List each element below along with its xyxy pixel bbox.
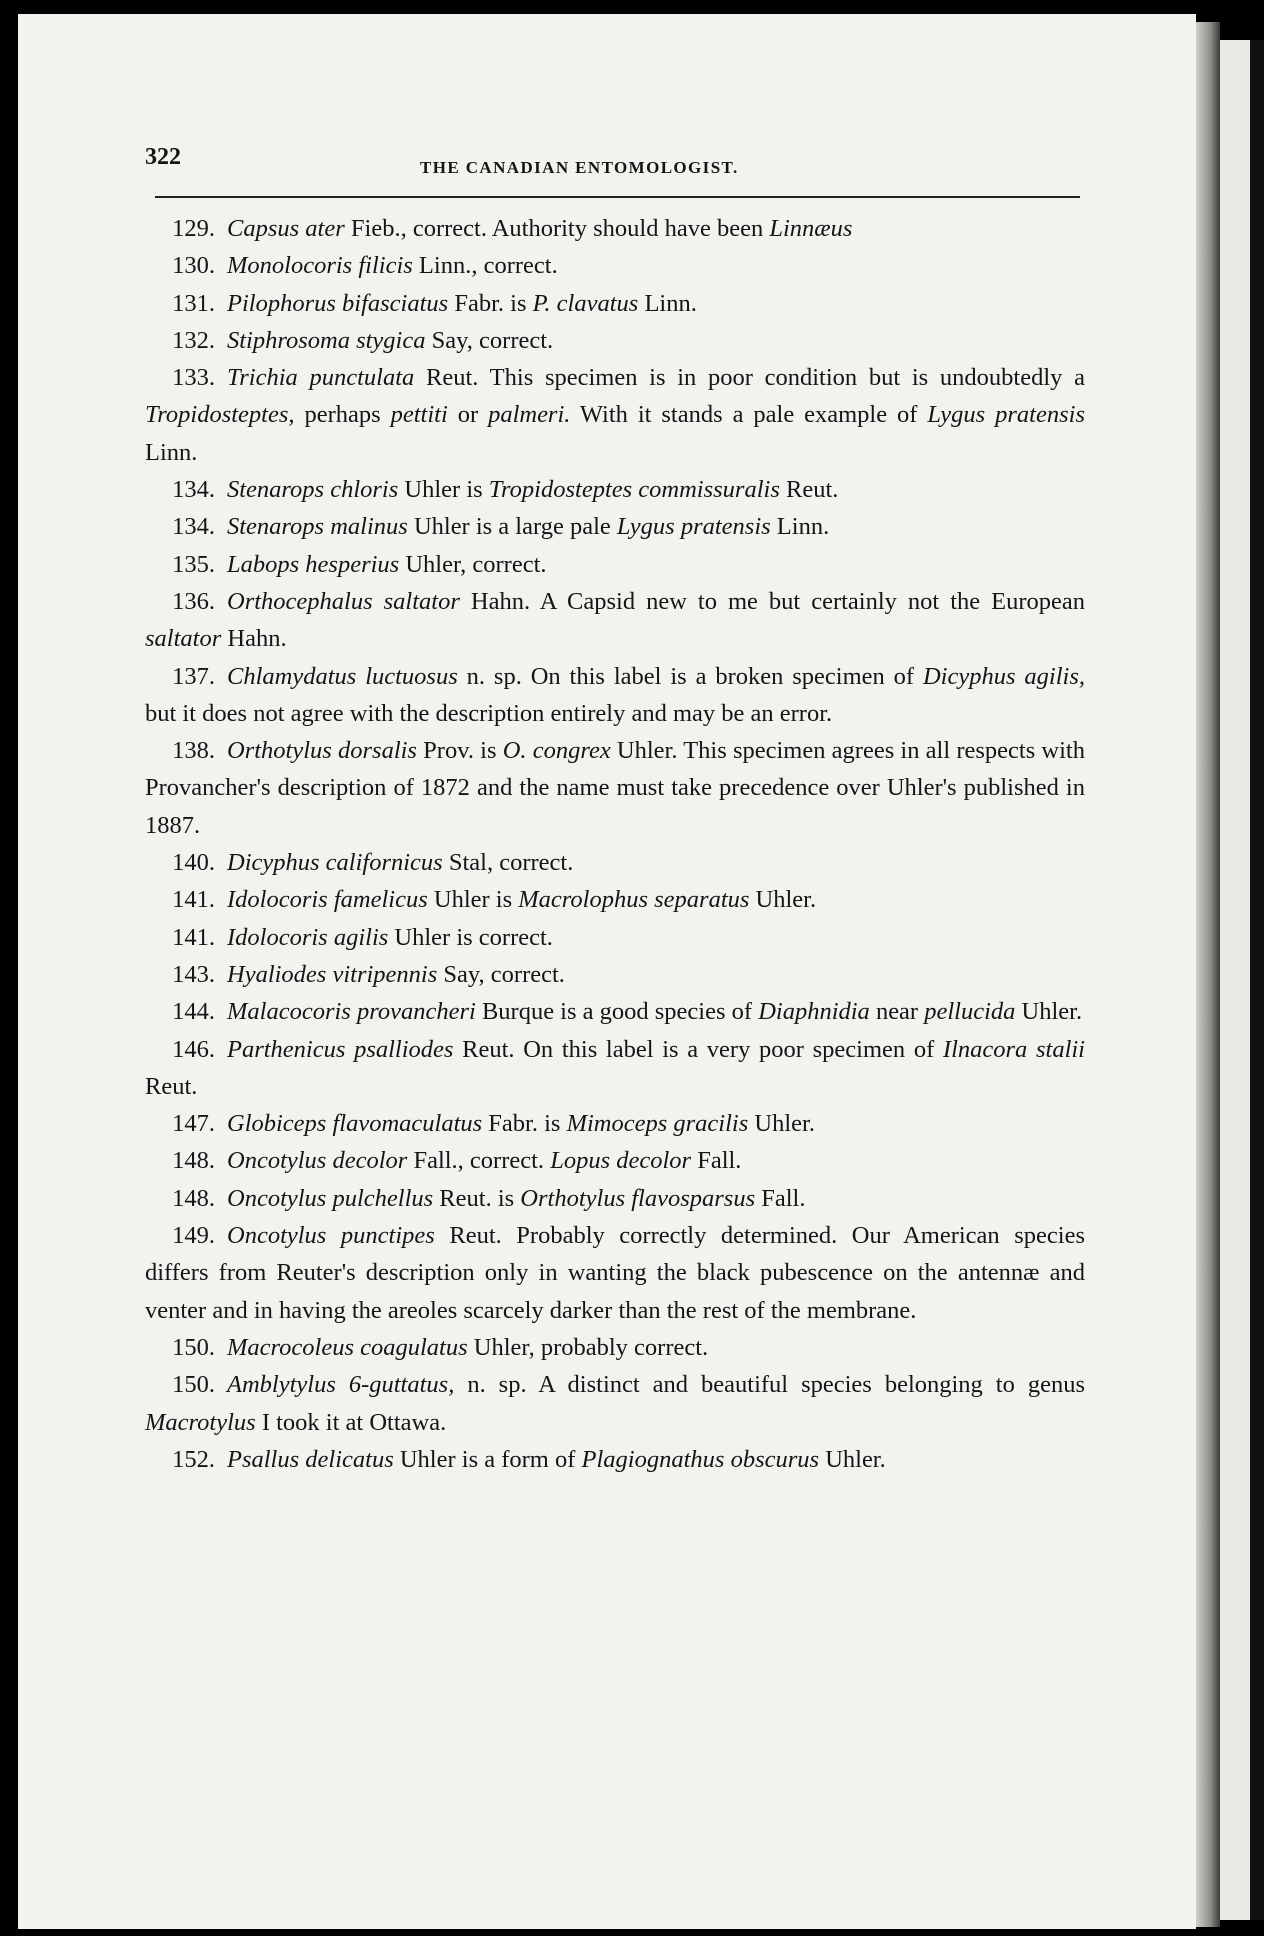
- entry-text: Linn.: [145, 438, 198, 466]
- entry-text: Hahn.: [221, 625, 287, 653]
- entry-number: 136.: [172, 587, 215, 615]
- entry-text: Say, correct.: [425, 326, 554, 354]
- entry-number: 130.: [172, 252, 215, 280]
- species-name: Plagiognathus obscurus: [581, 1445, 820, 1473]
- entry-number: 150.: [172, 1371, 215, 1399]
- entry-3: [145, 322, 1085, 359]
- entry-text: Uhler is: [427, 886, 519, 914]
- entry-text: Uhler, probably correct.: [467, 1333, 709, 1361]
- species-name: P. clavatus: [532, 289, 639, 317]
- header-rule: [155, 196, 1080, 198]
- entry-2: [145, 285, 1085, 322]
- entry-text: Reut.: [145, 1072, 198, 1100]
- species-name: Oncotylus decolor: [227, 1147, 408, 1175]
- entry-22: [145, 1366, 1085, 1441]
- entry-text: Uhler, correct.: [399, 550, 547, 578]
- species-name: Macrocoleus coagulatus: [227, 1333, 468, 1361]
- entry-text: Reut. is: [433, 1184, 521, 1212]
- entry-number: 144.: [172, 998, 215, 1026]
- entry-number: 131.: [172, 289, 215, 317]
- entry-number: 133.: [172, 364, 215, 392]
- entry-text: n. sp. On this label is a broken specimen of: [457, 662, 923, 690]
- entry-17: [145, 1105, 1085, 1142]
- entry-number: 141.: [172, 923, 215, 951]
- entry-15: [145, 993, 1085, 1030]
- species-name: Psallus delicatus: [227, 1445, 394, 1473]
- species-name: saltator: [145, 625, 222, 653]
- entry-text: but it does not agree with the description entirely and may be an error.: [145, 699, 833, 727]
- entry-6: [145, 508, 1085, 545]
- entry-number: 137.: [172, 662, 215, 690]
- page-header: [145, 130, 1085, 182]
- entry-text: Linn., correct.: [412, 252, 558, 280]
- species-name: palmeri.: [488, 401, 571, 429]
- species-name: Stenarops chloris: [227, 476, 399, 504]
- entry-4: [145, 359, 1085, 471]
- entry-text: Uhler.: [819, 1445, 886, 1473]
- entry-text: With it stands a pale example of: [570, 401, 928, 429]
- species-name: Malacocoris provancheri: [227, 998, 476, 1026]
- entry-12: [145, 881, 1085, 918]
- species-name: Oncotylus punctipes: [227, 1222, 435, 1250]
- entry-number: 152.: [172, 1445, 215, 1473]
- entry-text: Uhler is a form of: [393, 1445, 582, 1473]
- entry-text: Hahn. A Capsid new to me but certainly not the European: [459, 587, 1085, 615]
- entry-number: 134.: [172, 476, 215, 504]
- entry-text: Fabr. is: [482, 1110, 567, 1138]
- species-name: Capsus ater: [227, 215, 345, 242]
- entry-text: Uhler is: [398, 476, 489, 504]
- entry-text: n. sp. A distinct and beautiful species belonging to genus: [454, 1371, 1085, 1399]
- entry-10: [145, 732, 1085, 844]
- entry-text: near: [869, 998, 925, 1026]
- entry-text: Uhler. This specimen agrees in all respects with Provancher's description of 1872 and the name must take precedence over Uhler's published in 1887.: [145, 737, 1085, 839]
- page-gutter: [1196, 22, 1220, 1927]
- entry-text: Reut. On this label is a very poor specimen of: [453, 1035, 943, 1063]
- species-name: Mimoceps gracilis: [566, 1110, 749, 1138]
- species-name: Chlamydatus luctuosus: [227, 662, 458, 690]
- entry-8: [145, 583, 1085, 658]
- entry-text: Fall.: [755, 1184, 806, 1212]
- species-name: Dicyphus californicus: [227, 849, 443, 877]
- scan-border: [1250, 40, 1264, 1920]
- entry-text: Stal, correct.: [442, 849, 574, 877]
- species-name: Macrolophus separatus: [518, 886, 750, 914]
- species-name: Lopus decolor: [550, 1147, 692, 1175]
- entry-number: 148.: [172, 1184, 215, 1212]
- entry-20: [145, 1217, 1085, 1329]
- entry-number: 138.: [172, 737, 215, 765]
- species-name: Globiceps flavomaculatus: [227, 1110, 483, 1138]
- entry-21: [145, 1329, 1085, 1366]
- page-content: [145, 130, 1085, 1478]
- entry-text: Uhler is correct.: [388, 923, 553, 951]
- species-name: Labops hesperius: [227, 550, 400, 578]
- entry-text: I took it at Ottawa.: [255, 1408, 447, 1436]
- entry-19: [145, 1180, 1085, 1217]
- entry-number: 134.: [172, 513, 215, 541]
- entry-text: perhaps: [294, 401, 391, 429]
- species-name: Orthotylus dorsalis: [227, 737, 417, 765]
- entry-text: Linn.: [770, 513, 830, 541]
- species-name: Ilnacora stalii: [942, 1035, 1085, 1063]
- entry-text: Uhler is a large pale: [407, 513, 617, 541]
- entry-text: Prov. is: [416, 737, 503, 765]
- species-name: Oncotylus pulchellus: [227, 1184, 434, 1212]
- entry-list: [145, 210, 1085, 1478]
- species-name: O. congrex: [502, 737, 611, 765]
- entry-0: [145, 210, 1085, 247]
- entry-7: [145, 546, 1085, 583]
- entry-text: Burque is a good species of: [475, 998, 759, 1026]
- entry-number: 147.: [172, 1110, 215, 1138]
- entry-text: Reut. Probably correctly determined. Our American species differs from Reuter's description only in wanting the black pubescence on the antennæ and venter and in having the areoles scarcely darker than the rest of the membrane.: [145, 1222, 1085, 1324]
- entry-9: [145, 658, 1085, 733]
- species-name: Idolocoris famelicus: [227, 886, 428, 914]
- species-name: Orthotylus flavosparsus: [520, 1184, 756, 1212]
- entry-text: or: [447, 401, 489, 429]
- entry-number: 150.: [172, 1333, 215, 1361]
- entry-text: Reut.: [779, 476, 839, 504]
- species-name: Macrotylus: [145, 1408, 256, 1436]
- species-name: Dicyphus agilis,: [922, 662, 1085, 690]
- species-name: pettiti: [390, 401, 448, 429]
- entry-text: Uhler.: [1015, 998, 1083, 1026]
- species-name: Amblytylus 6-guttatus,: [227, 1371, 455, 1399]
- entry-11: [145, 844, 1085, 881]
- species-name: Lygus pratensis: [616, 513, 771, 541]
- entry-number: 146.: [172, 1035, 215, 1063]
- entry-23: [145, 1441, 1085, 1478]
- entry-16: [145, 1031, 1085, 1106]
- species-name: Idolocoris agilis: [227, 923, 389, 951]
- entry-number: 143.: [172, 960, 215, 988]
- entry-13: [145, 919, 1085, 956]
- entry-5: [145, 471, 1085, 508]
- entry-text: Say, correct.: [437, 960, 565, 988]
- entry-14: [145, 956, 1085, 993]
- facing-page-edge: [1220, 40, 1250, 1920]
- entry-text: Reut. This specimen is in poor condition but is undoubtedly a: [414, 364, 1085, 392]
- entry-text: Fall., correct.: [407, 1147, 551, 1175]
- species-name: Stenarops malinus: [227, 513, 408, 541]
- entry-text: Fieb., correct. Authority should have been: [344, 215, 770, 242]
- species-name: pellucida: [924, 998, 1016, 1026]
- species-name: Orthocephalus saltator: [227, 587, 460, 615]
- entry-text: Uhler.: [749, 886, 817, 914]
- entry-number: 132.: [172, 326, 215, 354]
- page-number: 322: [145, 144, 181, 170]
- species-name: Pilophorus bifasciatus: [227, 289, 449, 317]
- entry-1: [145, 247, 1085, 284]
- species-name: Linnæus: [769, 215, 853, 242]
- species-name: Trichia punctulata: [227, 364, 415, 392]
- entry-text: Fabr. is: [448, 289, 533, 317]
- entry-number: 141.: [172, 886, 215, 914]
- entry-text: Fall.: [691, 1147, 742, 1175]
- entry-number: 149.: [172, 1222, 215, 1250]
- entry-number: 129.: [172, 215, 215, 242]
- species-name: Tropidosteptes commissuralis: [488, 476, 780, 504]
- entry-number: 135.: [172, 550, 215, 578]
- species-name: Diaphnidia: [758, 998, 870, 1026]
- species-name: Hyaliodes vitripennis: [227, 960, 438, 988]
- species-name: Tropidosteptes,: [145, 401, 295, 429]
- running-head: THE CANADIAN ENTOMOLOGIST.: [420, 158, 739, 177]
- entry-text: Uhler.: [748, 1110, 815, 1138]
- entry-number: 148.: [172, 1147, 215, 1175]
- species-name: Stiphrosoma stygica: [227, 326, 426, 354]
- species-name: Monolocoris filicis: [227, 252, 413, 280]
- entry-number: 140.: [172, 849, 215, 877]
- entry-18: [145, 1142, 1085, 1179]
- entry-text: Linn.: [638, 289, 697, 317]
- species-name: Lygus pratensis: [927, 401, 1085, 429]
- species-name: Parthenicus psalliodes: [227, 1035, 454, 1063]
